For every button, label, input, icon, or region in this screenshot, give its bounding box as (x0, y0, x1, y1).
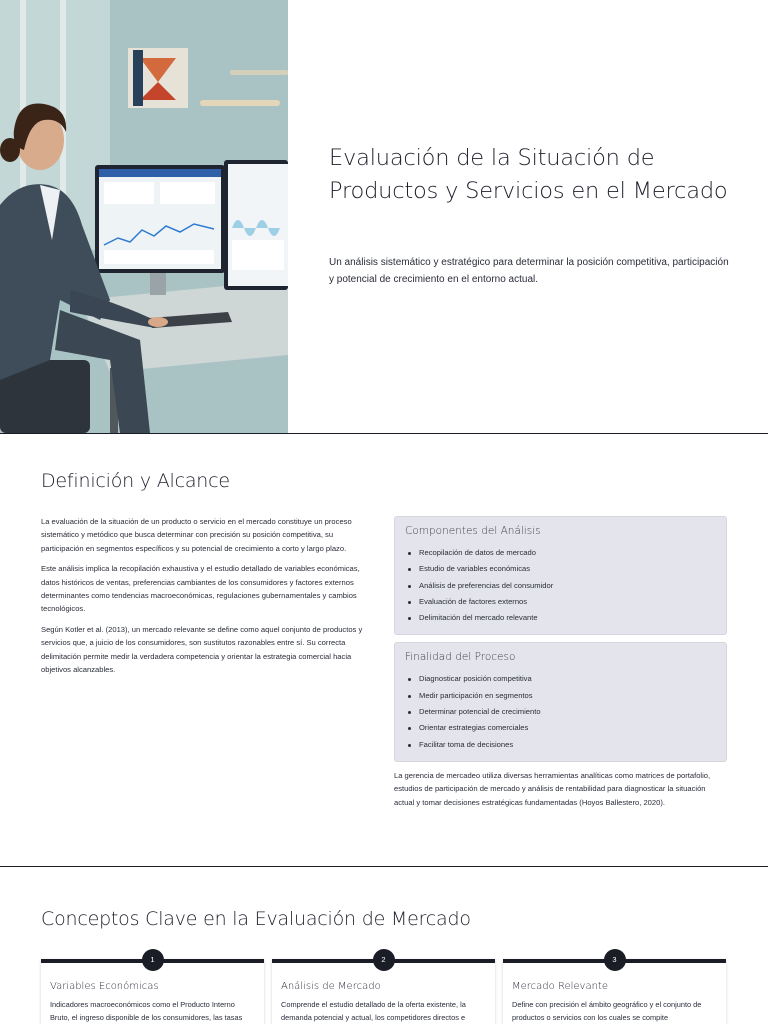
card-number-badge: 2 (373, 949, 395, 971)
card-title: Variables Económicas (50, 981, 159, 992)
hero-title: Evaluación de la Situación de Productos y Servicios en el Mercado (329, 145, 728, 204)
office-illustration (0, 0, 288, 433)
list-item: Facilitar toma de decisiones (417, 737, 716, 753)
concept-card (272, 955, 495, 1024)
box-title: Componentes del Análisis (405, 525, 541, 537)
definition-note: La gerencia de mercadeo utiliza diversas herramientas analíticas como matrices de portafolio, estudios de participación de mercado y análisis de rentabilidad para diagnosticar la situación actual y tomar decisiones estratégicas fundamentadas (Hoyos Ballestero, 2020). (394, 770, 711, 807)
list-item: Medir participación en segmentos (417, 688, 716, 704)
list-item: Evaluación de factores externos (417, 594, 716, 610)
concept-card (41, 955, 264, 1024)
list-item: Recopilación de datos de mercado (417, 545, 716, 561)
list-item: Análisis de preferencias del consumidor (417, 578, 716, 594)
box-title: Finalidad del Proceso (405, 651, 516, 664)
card-text: Define con precisión el ámbito geográfico y el conjunto de productos o servicios con los cuales se compite (512, 1000, 702, 1023)
card-title: Mercado Relevante (512, 981, 608, 992)
hero-subtitle: Un análisis sistemático y estratégico para determinar la posición competitiva, participación y potencial de crecimiento en el entorno actual. (329, 257, 729, 285)
card-number-badge: 1 (142, 949, 164, 971)
list-item: Delimitación del mercado relevante (417, 610, 716, 626)
list-item: Determinar potencial de crecimiento (417, 704, 716, 720)
list-item: Estudio de variables económicas (417, 561, 716, 577)
definition-panels (394, 516, 727, 809)
hero-slide (0, 0, 768, 433)
definition-text (41, 515, 369, 683)
card-title: Análisis de Mercado (281, 981, 381, 992)
section-title: Definición y Alcance (41, 470, 230, 492)
finalidad-box (394, 642, 727, 761)
card-text: Comprende el estudio detallado de la oferta existente, la demanda potencial y actual, los competidores directos e (281, 1000, 466, 1023)
conceptos-slide (0, 867, 768, 1024)
card-number-badge: 3 (604, 949, 626, 971)
hero-photo (0, 0, 288, 433)
list-item: Diagnosticar posición competitiva (417, 671, 716, 687)
list-item: Orientar estrategias comerciales (417, 720, 716, 736)
paragraph: Según Kotler et al. (2013), un mercado relevante se define como aquel conjunto de productos y servicios que, a juicio de los consumidores, son sustitutos razonables entre sí. Su correcta delimitación permite medir la verdadera competencia y orientar la estrategia comercial hacia objetivos alcanzables. (41, 624, 363, 675)
finalidad-list (405, 671, 716, 752)
concept-card (503, 955, 726, 1024)
componentes-box (394, 516, 727, 635)
paragraph: Este análisis implica la recopilación exhaustiva y el estudio detallado de variables económicas, datos históricos de ventas, preferencias cambiantes de los consumidores y factores externos determinantes como tendencias macroeconómicas, regulaciones gubernamentales y cambios tecnológicos. (41, 564, 360, 614)
componentes-list (405, 545, 716, 626)
paragraph: La evaluación de la situación de un producto o servicio en el mercado constituye un proceso sistemático y metódico que busca determinar con precisión su posición competitiva, su participación en segmentos específicos y su potencial de crecimiento a corto y largo plazo. (41, 517, 352, 553)
card-text: Indicadores macroeconómicos como el Producto Interno Bruto, el ingreso disponible de los consumidores, las tasas (50, 1000, 243, 1023)
definicion-slide (0, 434, 768, 866)
section-title: Conceptos Clave en la Evaluación de Mercado (41, 908, 471, 930)
